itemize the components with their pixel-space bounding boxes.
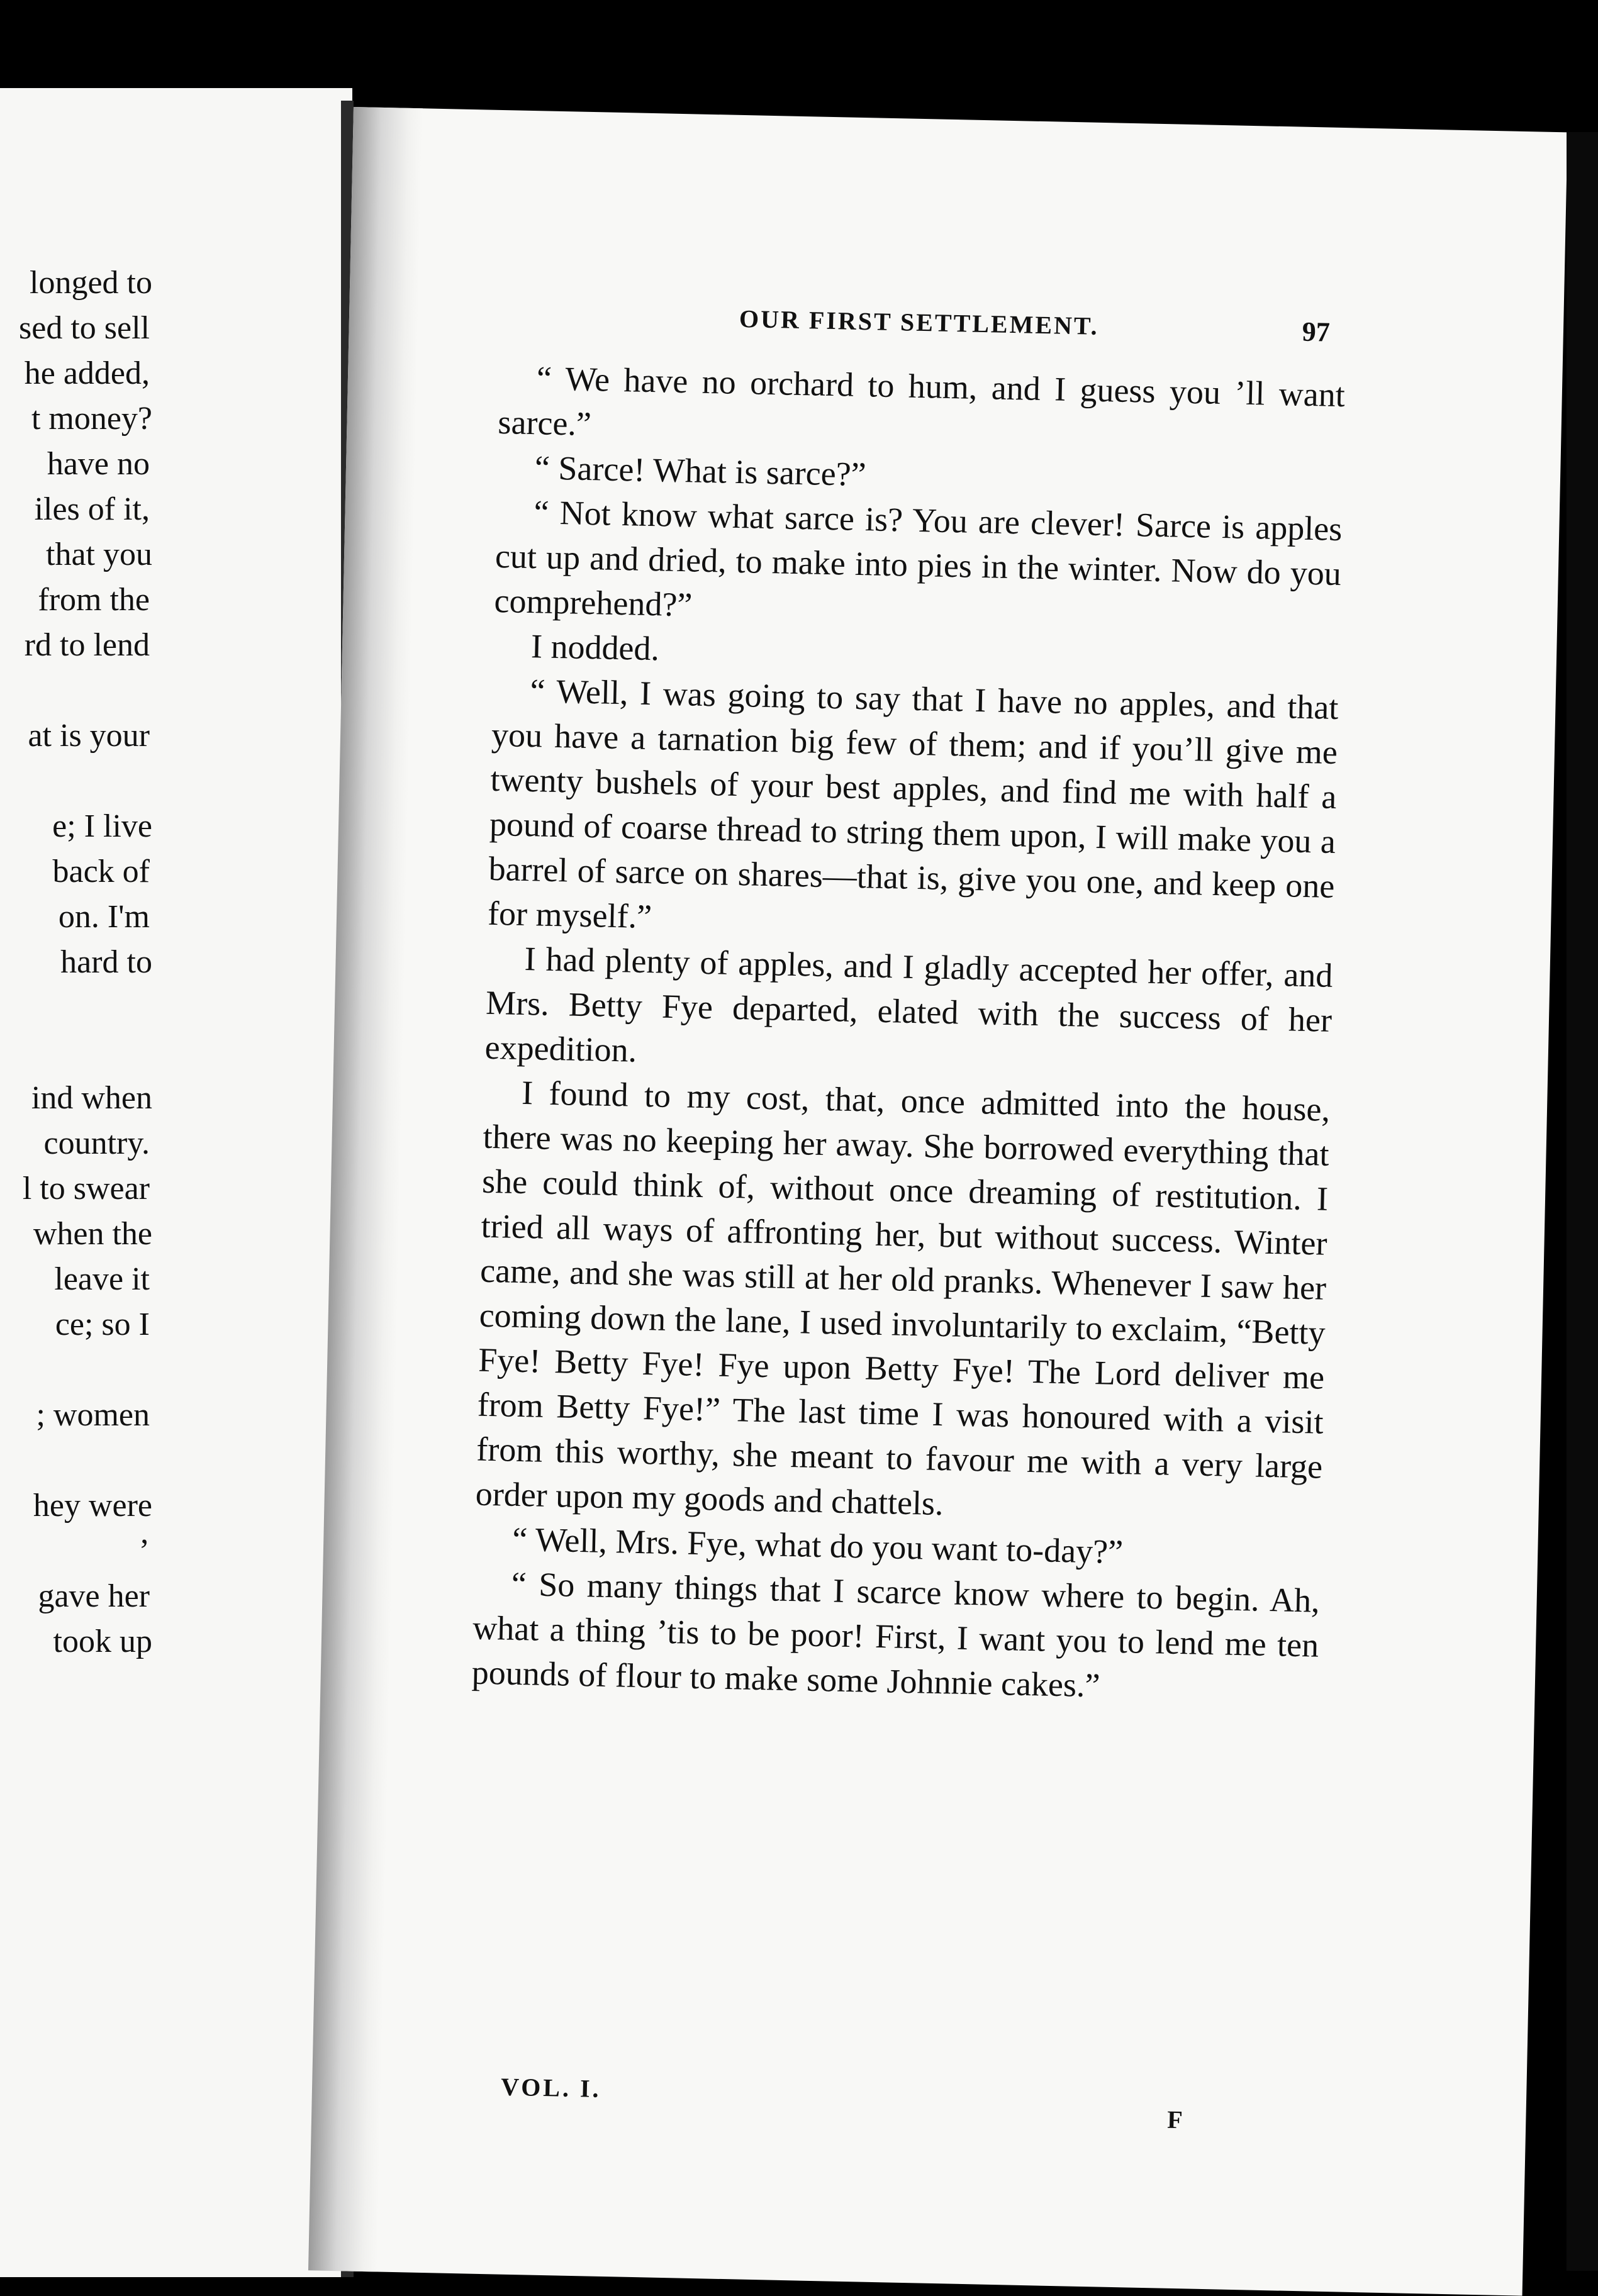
left-page-line: iles of it, <box>34 491 150 527</box>
paragraph: I nodded. <box>530 627 660 668</box>
left-page-line: when the <box>33 1216 152 1252</box>
left-page <box>0 88 352 2277</box>
running-header: OUR FIRST SETTLEMENT. <box>739 304 1100 340</box>
paragraph: “ Not know what sarce is? You are clever! Sarce is apples cut up and dried, to make into pies in the winter. Now do you comprehend?” <box>493 493 1343 624</box>
paragraph: “ So many things that I scarce know where to begin. Ah, what a thing ’tis to be poor! First, I want you to lend me ten pounds of flour to make some Johnnie cakes.” <box>471 1564 1321 1705</box>
page-footer <box>464 2071 1310 2134</box>
left-page-line: ’ <box>138 1533 150 1569</box>
paragraph: I had plenty of apples, and I gladly accepted her offer, and Mrs. Betty Fye departed, elated with the success of her expedition. <box>484 939 1334 1069</box>
left-page-line: ; women <box>36 1397 150 1433</box>
left-page-line: l to swear <box>22 1171 150 1207</box>
left-page-line: at is your <box>28 718 150 754</box>
left-page-line: have no <box>47 446 150 482</box>
left-page-line: on. I'm <box>58 899 150 935</box>
left-page-line: he added, <box>24 355 150 391</box>
page-number: 97 <box>1302 316 1331 348</box>
left-page-line: took up <box>53 1624 152 1659</box>
signature-mark: F <box>1166 2105 1183 2134</box>
paragraph: “ Well, I was going to say that I have no apples, and that you have a tarnation big few of them; and if you’ll give me twenty bushels of your best apples, and find me with half a pound of coarse thread to string them upon, I will make you a barrel of sarce on shares—that is, give you one, and keep one for myself.” <box>487 672 1339 936</box>
right-page <box>308 107 1568 2296</box>
left-page-line: rd to lend <box>24 627 150 663</box>
left-page-line: hey were <box>33 1488 152 1524</box>
left-page-line: e; I live <box>52 808 152 844</box>
left-page-line: ind when <box>31 1080 152 1116</box>
left-page-line: t money? <box>31 401 152 437</box>
left-page-line: country. <box>43 1125 150 1161</box>
paragraph: “ We have no orchard to hum, and I guess you ’ll want sarce.” <box>497 359 1346 443</box>
volume-label: VOL. I. <box>500 2072 602 2103</box>
left-page-line: hard to <box>60 944 152 980</box>
left-page-line: back of <box>52 854 150 889</box>
left-page-line: leave it <box>54 1261 150 1297</box>
left-page-line: from the <box>38 582 150 618</box>
paragraph: I found to my cost, that, once admitted into the house, there was no keeping her away. She borrowed everything that she could think of, without once dreaming of restitution. I tried all ways of affronting her, but without success. Winter came, and she was still at her old pranks. Whenever I saw her coming down the lane, I used involuntarily to exclaim, “Betty Fye! Betty Fye! Fye upon Betty Fye! The Lord deliver me from Betty Fye!” The last time I was honoured with a visit from this worthy, she meant to favour me with a very large order upon my goods and chattels. <box>475 1073 1331 1523</box>
book-edge <box>1567 132 1598 2271</box>
left-page-line: sed to sell <box>19 310 150 346</box>
body-text <box>471 355 1345 1713</box>
left-page-line: ce; so I <box>55 1307 150 1342</box>
paragraph: “ Well, Mrs. Fye, what do you want to-day?” <box>511 1520 1124 1571</box>
left-page-line: gave her <box>38 1578 150 1614</box>
paragraph: “ Sarce! What is sarce?” <box>534 449 867 494</box>
left-page-line: longed to <box>30 265 152 301</box>
left-page-line: that you <box>46 537 152 572</box>
